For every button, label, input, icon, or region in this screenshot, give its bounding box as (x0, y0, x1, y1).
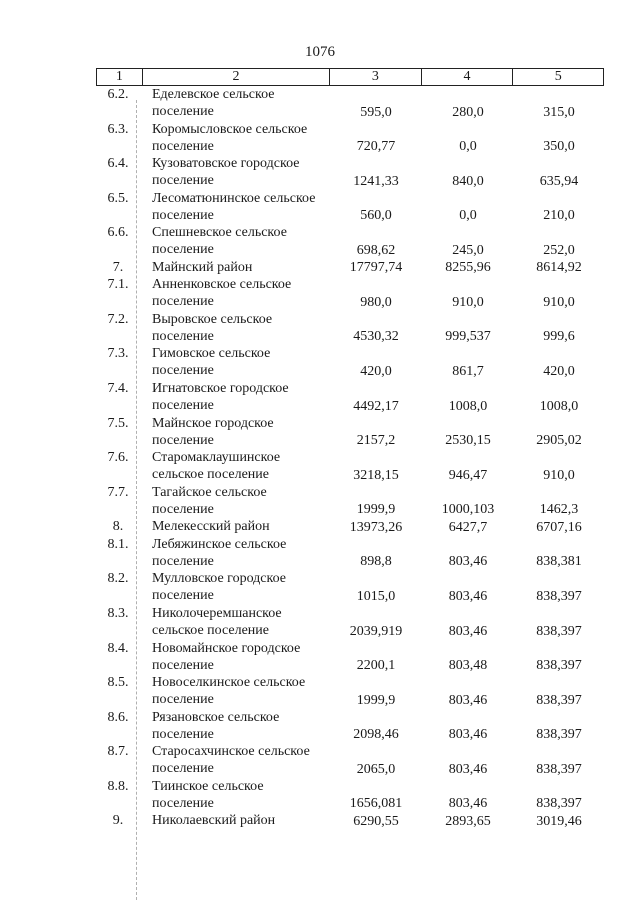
table-row (96, 311, 604, 346)
row-name: Гимовское сельское поселение (152, 346, 271, 379)
row-name: Тиинское сельское поселение (152, 778, 264, 811)
table-row (96, 155, 604, 190)
row-value-col3: 3218,15 (353, 467, 399, 483)
row-value-col5: 838,397 (536, 727, 582, 743)
table-row (96, 518, 604, 535)
row-name: Кузоватовское городское поселение (152, 156, 300, 189)
row-number: 7.2. (107, 311, 129, 327)
row-value-col3: 2065,0 (356, 761, 396, 777)
table-body (96, 86, 604, 830)
row-value-col4: 803,46 (448, 692, 488, 708)
row-value-col4: 245,0 (452, 242, 484, 258)
row-value-col4: 1008,0 (448, 398, 488, 414)
row-name: Спешневское сельское поселение (152, 225, 287, 258)
row-number: 9. (112, 813, 124, 829)
row-number: 6.3. (107, 121, 129, 137)
row-number: 7.3. (107, 346, 129, 362)
row-value-col5: 2905,02 (536, 433, 582, 449)
row-value-col5: 210,0 (543, 208, 575, 224)
row-value-col4: 910,0 (452, 294, 484, 310)
row-value-col3: 1241,33 (353, 173, 399, 189)
row-number: 8. (112, 519, 124, 535)
row-name: Рязановское сельское поселение (152, 709, 280, 742)
row-value-col3: 898,8 (360, 554, 392, 570)
row-value-col5: 838,397 (536, 692, 582, 708)
row-value-col3: 698,62 (356, 242, 396, 258)
row-value-col5: 635,94 (539, 173, 579, 189)
header-col-4: 4 (422, 69, 514, 85)
table-row (96, 640, 604, 675)
row-value-col3: 595,0 (360, 104, 392, 120)
table-row (96, 449, 604, 484)
row-number: 6.4. (107, 156, 129, 172)
row-value-col3: 17797,74 (349, 260, 403, 276)
table-row (96, 674, 604, 709)
row-name: Николочеремшанское сельское поселение (152, 605, 282, 638)
table-row (96, 276, 604, 311)
row-value-col3: 560,0 (360, 208, 392, 224)
row-value-col5: 838,397 (536, 658, 582, 674)
row-number: 7.6. (107, 450, 129, 466)
row-name: Майнское городское поселение (152, 415, 274, 448)
row-number: 8.8. (107, 778, 129, 794)
table-row (96, 709, 604, 744)
row-value-col3: 1015,0 (356, 588, 396, 604)
row-value-col3: 1999,9 (356, 502, 396, 518)
row-value-col5: 3019,46 (536, 813, 582, 829)
row-number: 7.4. (107, 381, 129, 397)
table-row (96, 224, 604, 259)
row-value-col3: 2157,2 (356, 433, 396, 449)
row-value-col5: 8614,92 (536, 260, 582, 276)
table-row (96, 121, 604, 156)
row-name: Коромысловское сельское поселение (152, 121, 308, 154)
table-row (96, 778, 604, 813)
row-value-col5: 420,0 (543, 364, 575, 380)
row-number: 8.6. (107, 709, 129, 725)
row-value-col4: 803,48 (448, 658, 488, 674)
table-row (96, 743, 604, 778)
row-value-col5: 910,0 (543, 467, 575, 483)
table-row (96, 86, 604, 121)
row-name: Николаевский район (152, 813, 276, 829)
row-value-col5: 999,6 (543, 329, 575, 345)
row-value-col4: 803,46 (448, 623, 488, 639)
row-number: 8.3. (107, 605, 129, 621)
row-value-col4: 803,46 (448, 761, 488, 777)
table-row (96, 345, 604, 380)
row-value-col3: 1656,081 (349, 796, 403, 812)
row-value-col4: 2893,65 (445, 813, 491, 829)
row-number: 7.5. (107, 415, 129, 431)
row-value-col4: 0,0 (459, 139, 477, 155)
row-number: 6.6. (107, 225, 129, 241)
row-value-col3: 2039,919 (349, 623, 403, 639)
row-name: Еделевское сельское поселение (152, 87, 275, 119)
row-name: Старосахчинское сельское поселение (152, 744, 310, 777)
row-name: Анненковское сельское поселение (152, 277, 292, 310)
table-header (96, 68, 604, 86)
table-row (96, 380, 604, 415)
row-value-col4: 803,46 (448, 796, 488, 812)
row-name: Лебяжинское сельское поселение (152, 536, 287, 569)
row-value-col4: 8255,96 (445, 260, 491, 276)
row-name: Новомайнское городское поселение (152, 640, 301, 673)
table-row (96, 484, 604, 519)
row-value-col5: 838,397 (536, 761, 582, 777)
row-value-col5: 838,381 (536, 554, 582, 570)
row-number: 8.4. (107, 640, 129, 656)
row-number: 7. (112, 259, 124, 275)
row-value-col4: 803,46 (448, 588, 488, 604)
row-value-col3: 1999,9 (356, 692, 396, 708)
row-value-col5: 838,397 (536, 796, 582, 812)
row-value-col5: 315,0 (543, 104, 575, 120)
row-name: Лесоматюнинское сельское поселение (152, 190, 316, 223)
row-value-col5: 838,397 (536, 588, 582, 604)
row-name: Старомаклаушинское сельское поселение (152, 450, 281, 483)
row-value-col4: 999,537 (445, 329, 491, 345)
row-number: 7.1. (107, 277, 129, 293)
row-value-col3: 4530,32 (353, 329, 399, 345)
table-row (96, 605, 604, 640)
row-value-col3: 720,77 (356, 139, 396, 155)
row-value-col5: 252,0 (543, 242, 575, 258)
row-value-col5: 910,0 (543, 294, 575, 310)
header-col-3: 3 (330, 69, 422, 85)
table-row (96, 536, 604, 571)
row-value-col4: 840,0 (452, 173, 484, 189)
row-number: 8.2. (107, 571, 129, 587)
row-number: 8.7. (107, 744, 129, 760)
row-name: Мулловское городское поселение (152, 571, 286, 604)
row-name: Новоселкинское сельское поселение (152, 675, 306, 708)
table-row (96, 259, 604, 276)
table-row (96, 190, 604, 225)
header-col-2: 2 (143, 69, 330, 85)
row-value-col3: 2200,1 (356, 658, 396, 674)
row-number: 8.5. (107, 675, 129, 691)
page-number: 1076 (305, 44, 335, 60)
table-row (96, 812, 604, 829)
row-value-col4: 0,0 (459, 208, 477, 224)
row-number: 6.5. (107, 190, 129, 206)
row-value-col3: 2098,46 (353, 727, 399, 743)
row-name: Тагайское сельское поселение (152, 484, 267, 517)
row-value-col3: 13973,26 (349, 519, 403, 535)
row-value-col3: 980,0 (360, 294, 392, 310)
table-row (96, 415, 604, 450)
row-value-col4: 2530,15 (445, 433, 491, 449)
row-value-col4: 803,46 (448, 554, 488, 570)
row-value-col3: 4492,17 (353, 398, 399, 414)
row-value-col4: 946,47 (448, 467, 488, 483)
row-value-col4: 861,7 (452, 364, 484, 380)
row-name: Майнский район (152, 259, 253, 275)
row-name: Мелекесский район (152, 519, 270, 535)
row-value-col5: 1462,3 (539, 502, 579, 518)
row-value-col4: 1000,103 (441, 502, 495, 518)
row-value-col5: 838,397 (536, 623, 582, 639)
row-value-col5: 6707,16 (536, 519, 582, 535)
row-name: Игнатовское городское поселение (152, 381, 289, 414)
header-col-5: 5 (554, 69, 562, 84)
row-name: Выровское сельское поселение (152, 311, 273, 344)
table-row (96, 570, 604, 605)
row-value-col5: 1008,0 (539, 398, 579, 414)
row-value-col4: 803,46 (448, 727, 488, 743)
row-value-col3: 6290,55 (353, 813, 399, 829)
row-number: 8.1. (107, 536, 129, 552)
header-col-1: 1 (97, 69, 143, 85)
row-value-col5: 350,0 (543, 139, 575, 155)
row-value-col4: 6427,7 (448, 519, 488, 535)
row-value-col4: 280,0 (452, 104, 484, 120)
row-number: 7.7. (107, 484, 129, 500)
row-number: 6.2. (107, 87, 129, 102)
row-value-col3: 420,0 (360, 364, 392, 380)
